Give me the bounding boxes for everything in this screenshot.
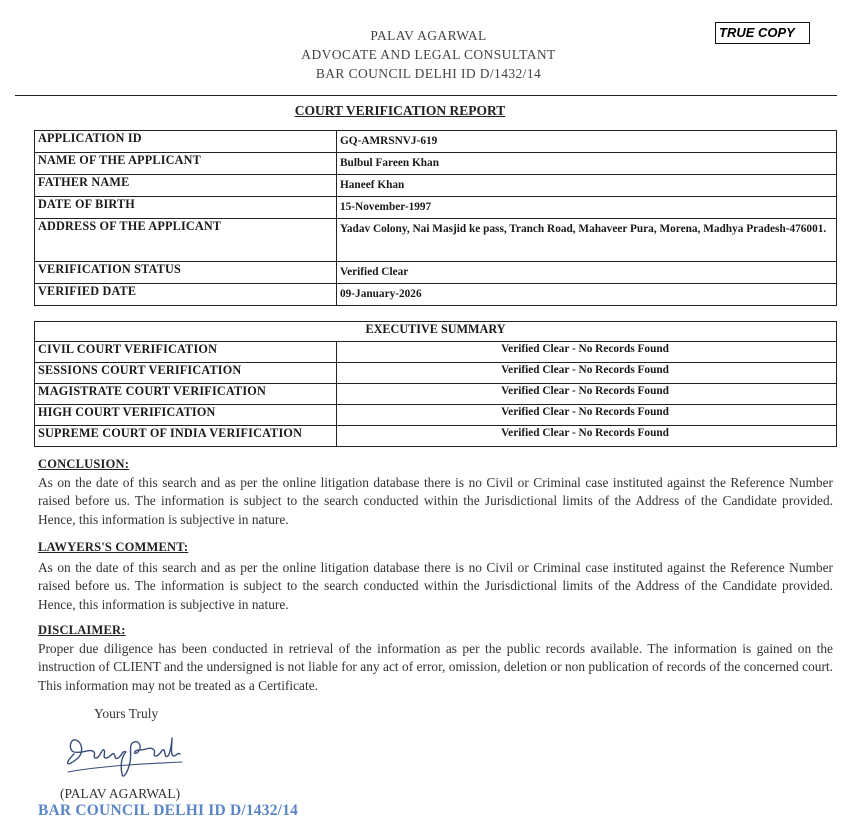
summary-label: MAGISTRATE COURT VERIFICATION	[35, 384, 337, 405]
summary-value: Verified Clear - No Records Found	[337, 384, 837, 405]
signatory-bar-id: BAR COUNCIL DELHI ID D/1432/14	[38, 802, 299, 819]
summary-title: EXECUTIVE SUMMARY	[35, 322, 837, 342]
summary-label: HIGH COURT VERIFICATION	[35, 405, 337, 426]
table-row	[35, 405, 837, 426]
table-row	[35, 426, 837, 447]
detail-value: Bulbul Fareen Khan	[337, 153, 837, 175]
table-row	[35, 284, 837, 306]
detail-label: VERIFIED DATE	[35, 284, 337, 306]
summary-label: CIVIL COURT VERIFICATION	[35, 342, 337, 363]
summary-value: Verified Clear - No Records Found	[337, 405, 837, 426]
table-row	[35, 219, 837, 262]
header-name: PALAV AGARWAL	[370, 28, 487, 43]
header-designation: ADVOCATE AND LEGAL CONSULTANT	[301, 47, 556, 62]
lawyers-comment-heading: LAWYERS'S COMMENT:	[38, 540, 189, 554]
conclusion-heading: CONCLUSION:	[38, 457, 130, 471]
summary-value: Verified Clear - No Records Found	[337, 363, 837, 384]
signatory-name: (PALAV AGARWAL)	[60, 786, 181, 801]
table-row	[35, 384, 837, 405]
table-row	[35, 342, 837, 363]
header-bar-id: BAR COUNCIL DELHI ID D/1432/14	[315, 66, 542, 81]
detail-label: NAME OF THE APPLICANT	[35, 153, 337, 175]
table-row	[35, 131, 837, 153]
summary-value: Verified Clear - No Records Found	[337, 426, 837, 447]
table-row	[35, 197, 837, 219]
summary-value: Verified Clear - No Records Found	[337, 342, 837, 363]
conclusion-text: As on the date of this search and as per the online litigation database there is no Civil or Criminal case instituted against the Reference Number raised before us. The information is subject to the search conducted within the Jurisdictional limits of the Address of the Candidate provided. Hence, this information is subjective in nature.	[38, 475, 833, 527]
header-divider	[15, 95, 837, 96]
detail-value: Haneef Khan	[337, 175, 837, 197]
detail-label: ADDRESS OF THE APPLICANT	[35, 219, 337, 262]
detail-value: 15-November-1997	[337, 197, 837, 219]
lawyers-comment-text: As on the date of this search and as per the online litigation database there is no Civil or Criminal case instituted against the Reference Number raised before us. The information is subject to the search conducted within the Jurisdictional limits of the Address of the Candidate provided. Hence, this information is subjective in nature.	[38, 560, 833, 612]
detail-label: FATHER NAME	[35, 175, 337, 197]
executive-summary-table	[34, 321, 837, 447]
table-row	[35, 175, 837, 197]
table-row	[35, 153, 837, 175]
table-row	[35, 363, 837, 384]
summary-label: SESSIONS COURT VERIFICATION	[35, 363, 337, 384]
detail-value: Yadav Colony, Nai Masjid ke pass, Tranch Road, Mahaveer Pura, Morena, Madhya Pradesh-476001.	[337, 219, 837, 262]
detail-label: DATE OF BIRTH	[35, 197, 337, 219]
detail-label: VERIFICATION STATUS	[35, 262, 337, 284]
table-row	[35, 322, 837, 342]
table-row	[35, 262, 837, 284]
report-title: COURT VERIFICATION REPORT	[294, 103, 506, 118]
detail-label: APPLICATION ID	[35, 131, 337, 153]
detail-value: GQ-AMRSNVJ-619	[337, 131, 837, 153]
signature-image	[60, 728, 190, 783]
detail-value: 09-January-2026	[337, 284, 837, 306]
true-copy-stamp: TRUE COPY	[715, 22, 810, 44]
disclaimer-text: Proper due diligence has been conducted in retrieval of the information as per the public records available. The information is gained on the instruction of CLIENT and the undersigned is not liable for any act of error, omission, deletion or non publication of records of the concerned court. This information may not be treated as a Certificate.	[38, 641, 833, 693]
detail-value: Verified Clear	[337, 262, 837, 284]
applicant-details-table	[34, 130, 837, 306]
disclaimer-heading: DISCLAIMER:	[38, 623, 126, 637]
closing-text: Yours Truly	[94, 706, 159, 721]
summary-label: SUPREME COURT OF INDIA VERIFICATION	[35, 426, 337, 447]
